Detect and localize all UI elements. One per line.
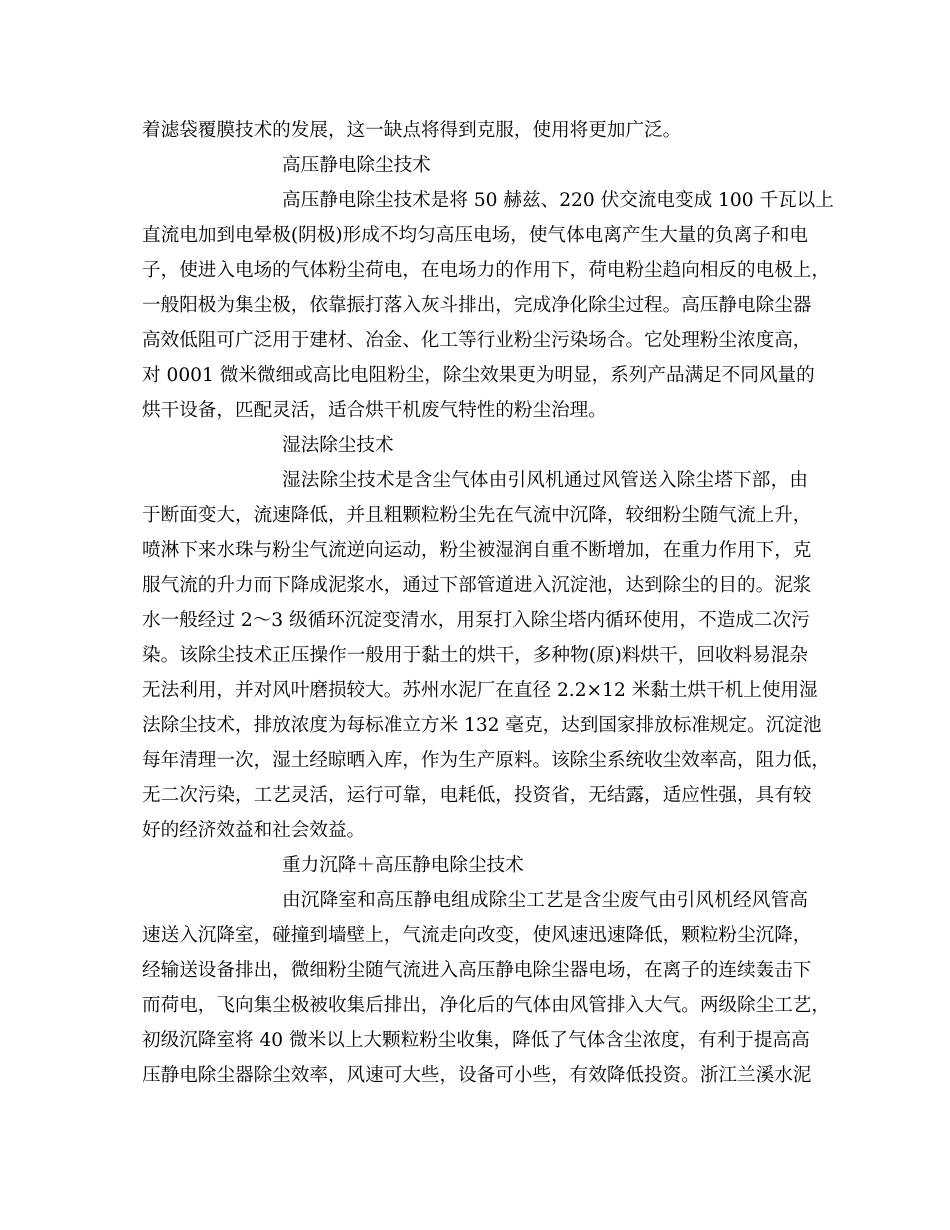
- text-line: 染。该除尘技术正压操作一般用于黏土的烘干，多种物(原)料烘干，回收料易混杂: [142, 645, 808, 666]
- section-heading-electrostatic: 高压静电除尘技术: [282, 155, 431, 176]
- text-line: 由沉降室和高压静电组成除尘工艺是含尘废气由引风机经风管高: [282, 890, 808, 911]
- text-line: 于断面变大，流速降低，并且粗颗粒粉尘先在气流中沉降，较细粉尘随气流上升，: [142, 505, 812, 526]
- text-line: 压静电除尘器除尘效率，风速可大些，设备可小些，有效降低投资。浙江兰溪水泥: [142, 1065, 812, 1086]
- text-line: 初级沉降室将 40 微米以上大颗粒粉尘收集，降低了气体含尘浓度，有利于提高高: [142, 1030, 810, 1051]
- text-line: 直流电加到电晕极(阴极)形成不均匀高压电场，使气体电离产生大量的负离子和电: [142, 225, 808, 246]
- text-line: 高效低阻可广泛用于建材、冶金、化工等行业粉尘污染场合。它处理粉尘浓度高，: [142, 330, 812, 351]
- section-heading-wet: 湿法除尘技术: [282, 435, 394, 456]
- text-line: 湿法除尘技术是含尘气体由引风机通过风管送入除尘塔下部，由: [282, 470, 808, 491]
- text-line: 对 0001 微米微细或高比电阻粉尘，除尘效果更为明显，系列产品满足不同风量的: [142, 365, 815, 386]
- text-line: 法除尘技术，排放浓度为每标准立方米 132 毫克，达到国家排放标准规定。沉淀池: [142, 715, 822, 736]
- text-line: 喷淋下来水珠与粉尘气流逆向运动，粉尘被湿润自重不断增加，在重力作用下，克: [142, 540, 812, 561]
- text-line: 一般阳极为集尘极，依靠振打落入灰斗排出，完成净化除尘过程。高压静电除尘器: [142, 295, 812, 316]
- section-heading-gravity-electrostatic: 重力沉降＋高压静电除尘技术: [282, 855, 524, 876]
- text-line: 服气流的升力而下降成泥浆水，通过下部管道进入沉淀池，达到除尘的目的。泥浆: [142, 575, 812, 596]
- text-line: 高压静电除尘技术是将 50 赫兹、220 伏交流电变成 100 千瓦以上: [282, 190, 834, 211]
- text-line: 好的经济效益和社会效益。: [142, 820, 366, 841]
- text-line: 而荷电，飞向集尘极被收集后排出，净化后的气体由风管排入大气。两级除尘工艺，: [142, 995, 830, 1016]
- text-line: 子，使进入电场的气体粉尘荷电，在电场力的作用下，荷电粉尘趋向相反的电极上，: [142, 260, 830, 281]
- text-line: 无二次污染，工艺灵活，运行可靠，电耗低，投资省，无结露，适应性强，具有较: [142, 785, 812, 806]
- text-line: 烘干设备，匹配灵活，适合烘干机废气特性的粉尘治理。: [142, 400, 607, 421]
- text-line: 经输送设备排出，微细粉尘随气流进入高压静电除尘器电场，在离子的连续轰击下: [142, 960, 812, 981]
- text-line: 每年清理一次，湿土经晾晒入库，作为生产原料。该除尘系统收尘效率高，阻力低，: [142, 750, 830, 771]
- text-line: 无法利用，并对风叶磨损较大。苏州水泥厂在直径 2.2×12 米黏土烘干机上使用湿: [142, 680, 818, 701]
- text-line: 速送入沉降室，碰撞到墙壁上，气流走向改变，使风速迅速降低，颗粒粉尘沉降，: [142, 925, 812, 946]
- text-line: 着滤袋覆膜技术的发展，这一缺点将得到克服，使用将更加广泛。: [142, 120, 682, 141]
- text-line: 水一般经过 2～3 级循环沉淀变清水，用泵打入除尘塔内循环使用，不造成二次污: [142, 610, 810, 631]
